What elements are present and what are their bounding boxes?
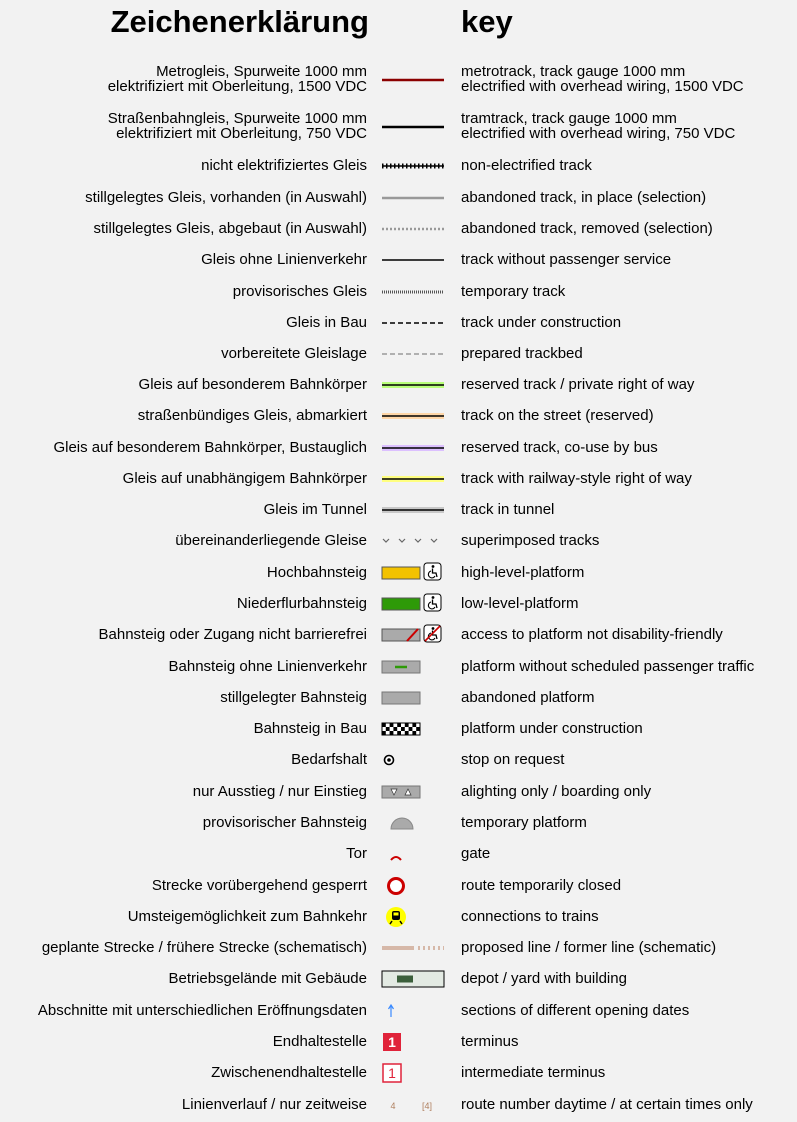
- track-under-construction-icon: [380, 311, 446, 335]
- legend-label-de: Betriebsgelände mit Gebäude: [168, 969, 367, 987]
- legend-label-de: stillgelegtes Gleis, abgebaut (in Auswahl): [93, 219, 367, 237]
- high-platform-icon: [380, 561, 446, 585]
- tunnel-track-icon: [380, 498, 446, 522]
- legend-label-de: geplante Strecke / frühere Strecke (schematisch): [41, 938, 367, 956]
- track-without-service-icon: [380, 248, 446, 272]
- low-platform-icon: [380, 592, 446, 616]
- legend-label-en: tramtrack, track gauge 1000 mm electrified with overhead wiring, 750 VDC: [461, 110, 736, 142]
- metrotrack-line-icon: [380, 68, 446, 92]
- legend-label-de: Niederflurbahnsteig: [236, 594, 367, 612]
- legend-label-de: Gleis im Tunnel: [263, 500, 367, 518]
- legend-label-de: provisorischer Bahnsteig: [202, 813, 367, 831]
- legend-label-en: track on the street (reserved): [461, 406, 654, 424]
- alighting-boarding-icon: [380, 780, 446, 804]
- legend-label-en: track in tunnel: [461, 500, 555, 518]
- railway-style-track-icon: [380, 467, 446, 491]
- legend-label-de: Gleis auf unabhängigem Bahnkörper: [122, 469, 367, 487]
- tramtrack-line-icon: [380, 115, 446, 139]
- legend-label-en: intermediate terminus: [461, 1063, 606, 1081]
- title-english: key: [461, 4, 513, 39]
- legend-label-en: platform under construction: [461, 719, 643, 737]
- not-accessible-platform-icon: [380, 623, 446, 647]
- platform-no-service-icon: [380, 655, 446, 679]
- terminus-label: 1: [388, 1034, 396, 1050]
- legend-label-en: track with railway-style right of way: [461, 469, 692, 487]
- legend-label-en: abandoned platform: [461, 688, 595, 706]
- legend-label-de: Gleis auf besonderem Bahnkörper, Bustauglich: [53, 438, 367, 456]
- platform-construction-icon: [380, 717, 446, 741]
- route-number-icon: [380, 1093, 446, 1117]
- legend-label-en: connections to trains: [461, 907, 599, 925]
- proposed-line-icon: [380, 936, 446, 960]
- legend-label-en: abandoned track, removed (selection): [461, 219, 713, 237]
- legend-label-en: reserved track / private right of way: [461, 375, 695, 393]
- legend-label-de: Bahnsteig oder Zugang nicht barrierefrei: [98, 625, 367, 643]
- intermediate-terminus-icon: [380, 1061, 446, 1085]
- legend-label-en: superimposed tracks: [461, 531, 600, 549]
- temporary-track-icon: [380, 280, 446, 304]
- legend-label-en: route temporarily closed: [461, 876, 622, 894]
- legend-label-en: track without passenger service: [461, 250, 672, 268]
- legend-label-de: nicht elektrifiziertes Gleis: [201, 156, 367, 174]
- legend-label-de: Tor: [346, 844, 367, 862]
- abandoned-track-removed-icon: [380, 217, 446, 241]
- depot-icon: [380, 967, 446, 991]
- legend-label-en: abandoned track, in place (selection): [461, 188, 707, 206]
- legend-label-en: depot / yard with building: [461, 969, 627, 987]
- legend-label-en: high-level-platform: [461, 563, 585, 581]
- legend-label-en: stop on request: [461, 750, 565, 768]
- route-number-label: 4: [390, 1101, 396, 1111]
- legend-label-de: Strecke vorübergehend gesperrt: [151, 876, 367, 894]
- legend-label-de: straßenbündiges Gleis, abmarkiert: [137, 406, 367, 424]
- legend-label-en: gate: [461, 844, 491, 862]
- legend-label-en: terminus: [461, 1032, 519, 1050]
- legend-label-de: Gleis in Bau: [286, 313, 367, 331]
- legend-label-de: Straßenbahngleis, Spurweite 1000 mm elektrifiziert mit Oberleitung, 750 VDC: [107, 110, 367, 142]
- legend-label-en: metrotrack, track gauge 1000 mm electrified with overhead wiring, 1500 VDC: [461, 63, 744, 95]
- legend-label-de: Umsteigemöglichkeit zum Bahnkehr: [127, 907, 367, 925]
- legend-label-en: prepared trackbed: [461, 344, 583, 362]
- route-number-times-label: [4]: [421, 1101, 433, 1111]
- legend-label-de: übereinanderliegende Gleise: [175, 531, 367, 549]
- train-connection-icon: [380, 905, 446, 929]
- temporary-platform-icon: [380, 811, 446, 835]
- street-track-icon: [380, 404, 446, 428]
- prepared-trackbed-icon: [380, 342, 446, 366]
- legend-label-en: sections of different opening dates: [461, 1001, 690, 1019]
- legend-label-de: Bahnsteig in Bau: [253, 719, 367, 737]
- legend-label-en: track under construction: [461, 313, 622, 331]
- abandoned-track-in-place-icon: [380, 186, 446, 210]
- legend-label-de: Gleis ohne Linienverkehr: [201, 250, 367, 268]
- legend-label-de: Metrogleis, Spurweite 1000 mm elektrifiziert mit Oberleitung, 1500 VDC: [107, 63, 367, 95]
- legend-label-de: provisorisches Gleis: [232, 282, 367, 300]
- legend-label-en: temporary platform: [461, 813, 587, 831]
- bus-co-use-track-icon: [380, 436, 446, 460]
- legend-label-de: nur Ausstieg / nur Einstieg: [192, 782, 367, 800]
- legend-label-de: stillgelegtes Gleis, vorhanden (in Auswahl): [85, 188, 367, 206]
- legend-label-en: non-electrified track: [461, 156, 592, 174]
- gate-icon: [380, 842, 446, 866]
- legend-label-en: access to platform not disability-friendly: [461, 625, 723, 643]
- legend-label-en: alighting only / boarding only: [461, 782, 652, 800]
- non-electrified-track-icon: [380, 154, 446, 178]
- legend-label-en: low-level-platform: [461, 594, 579, 612]
- reserved-track-icon: [380, 373, 446, 397]
- legend-label-de: Bedarfshalt: [291, 750, 367, 768]
- legend-label-de: Zwischenendhaltestelle: [211, 1063, 367, 1081]
- route-closed-icon: [380, 874, 446, 898]
- legend-label-en: temporary track: [461, 282, 566, 300]
- opening-dates-arrow-icon: [380, 999, 446, 1023]
- terminus-icon: [380, 1030, 446, 1054]
- legend-label-de: Gleis auf besonderem Bahnkörper: [138, 375, 367, 393]
- title-german: Zeichenerklärung: [110, 4, 369, 39]
- legend-label-en: reserved track, co-use by bus: [461, 438, 658, 456]
- intermediate-terminus-label: 1: [388, 1065, 396, 1081]
- legend-label-de: Hochbahnsteig: [266, 563, 367, 581]
- legend-label-en: platform without scheduled passenger traffic: [461, 657, 755, 675]
- legend-label-en: proposed line / former line (schematic): [461, 938, 717, 956]
- abandoned-platform-icon: [380, 686, 446, 710]
- legend-label-de: stillgelegter Bahnsteig: [220, 688, 367, 706]
- legend-label-de: Bahnsteig ohne Linienverkehr: [168, 657, 367, 675]
- legend-label-de: vorbereitete Gleislage: [221, 344, 367, 362]
- legend-label-de: Endhaltestelle: [272, 1032, 367, 1050]
- legend-label-en: route number daytime / at certain times only: [461, 1095, 753, 1113]
- request-stop-icon: [380, 748, 446, 772]
- superimposed-tracks-icon: [380, 529, 446, 553]
- legend-label-de: Abschnitte mit unterschiedlichen Eröffnungsdaten: [37, 1001, 367, 1019]
- legend-label-de: Linienverlauf / nur zeitweise: [181, 1095, 367, 1113]
